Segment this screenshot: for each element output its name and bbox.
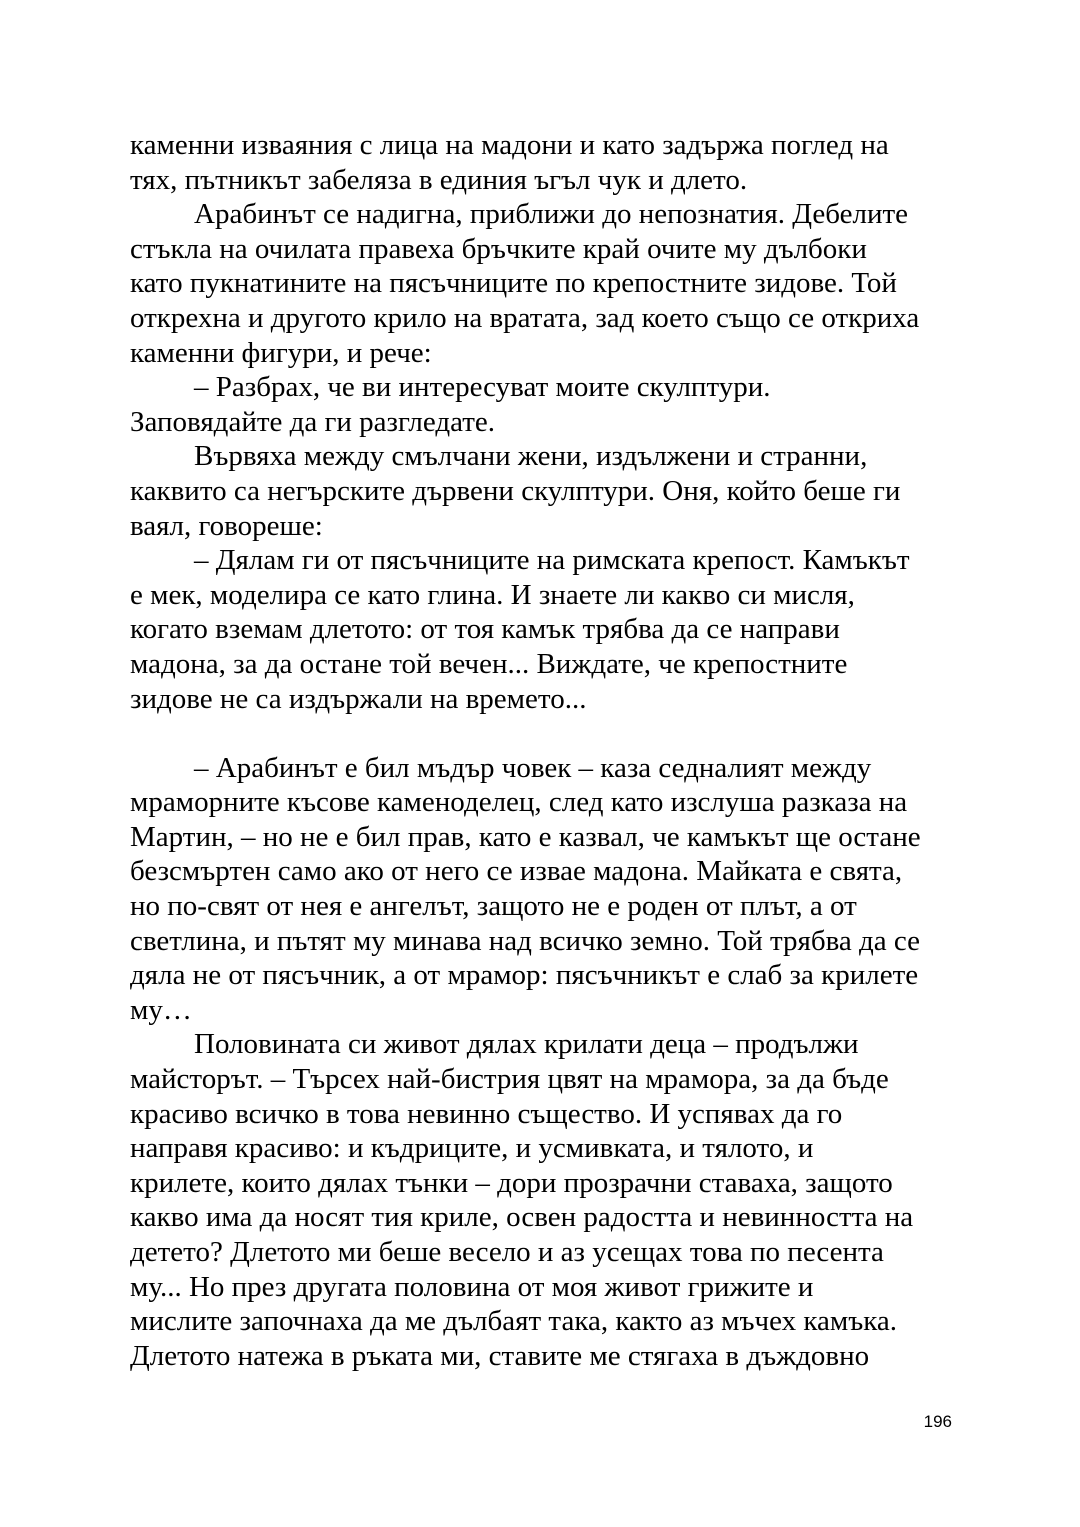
text-line: мислите започнаха да ме дълбаят така, както аз мъчех камъка.	[130, 1305, 897, 1338]
text-line: крилете, които дялах тънки – дори прозрачни ставаха, защото	[130, 1166, 893, 1199]
blank-line	[130, 716, 960, 751]
text-line: зидове не са издържали на времето...	[130, 682, 587, 715]
page-number: 196	[923, 1412, 952, 1431]
text-line: му…	[130, 993, 192, 1026]
text-line: направя красиво: и къдриците, и усмивката, и тялото, и	[130, 1132, 814, 1165]
text-line: е мек, моделира се като глина. И знаете ли какво си мисля,	[130, 578, 855, 611]
text-line: безсмъртен само ако от него се изваe мадона. Майката е свята,	[130, 855, 903, 888]
text-line: – Разбрах, че ви интересуват моите скулптури.	[194, 371, 771, 404]
text-line: открехна и другото крило на вратата, зад което също се откриха	[130, 301, 920, 334]
text-line: дяла не от пясъчник, а от мрамор: пясъчникът е слаб за крилете	[130, 959, 919, 992]
text-line: майсторът. – Търсех най-бистрия цвят на мрамора, за да бъде	[130, 1063, 889, 1096]
text-line: мадона, за да остане той вечен... Виждате, че крепостните	[130, 647, 848, 680]
text-line: Длетото натежа в ръката ми, ставите ме стягаха в дъждовно	[130, 1339, 870, 1372]
text-line: му... Но през другата половина от моя живот грижите и	[130, 1270, 814, 1303]
text-line: но по-свят от нея е ангелът, защото не е роден от плът, а от	[130, 890, 857, 923]
text-line: красиво всичко в това невинно същество. И успявах да го	[130, 1097, 843, 1130]
text-line: Половината си живот дялах крилати деца – продължи	[194, 1028, 859, 1061]
text-line: стъкла на очилата правеха бръчките край очите му дълбоки	[130, 232, 867, 265]
text-line: Вървяха между смълчани жени, издължени и странни,	[194, 440, 868, 473]
text-line: мраморните късове каменоделец, след като изслуша разказа на	[130, 786, 908, 819]
text-line: Заповядайте да ги разгледате.	[130, 405, 496, 438]
text-line: какво има да носят тия криле, освен радостта и невинността на	[130, 1201, 914, 1234]
text-line: ваял, говореше:	[130, 509, 323, 542]
text-line: – Арабинът е бил мъдър човек – каза седналият между	[194, 751, 872, 784]
text-line: светлина, и пътят му минава над всичко земно. Той трябва да се	[130, 924, 921, 957]
text-line: когато вземам длетото: от тоя камък трябва да се направи	[130, 613, 840, 646]
text-line: Мартин, – но не е бил прав, като е казвал, че камъкът ще остане	[130, 820, 921, 853]
text-line: като пукнатините на пясъчниците по крепостните зидове. Той	[130, 267, 897, 300]
text-line: каменни фигури, и рече:	[130, 336, 432, 369]
text-line: тях, пътникът забеляза в единия ъгъл чук и длето.	[130, 163, 748, 196]
text-line: – Дялам ги от пясъчниците на римската крепост. Камъкът	[194, 544, 910, 577]
text-line: каменни изваяния с лица на мадони и като задържа поглед на	[130, 129, 889, 161]
body-text	[130, 128, 960, 1373]
text-line: каквито са негърските дървени скулптури. Оня, който беше ги	[130, 474, 901, 507]
text-line: детето? Длетото ми беше весело и аз усещах това по песента	[130, 1236, 884, 1268]
text-line: Арабинът се надигна, приближи до непознатия. Дебелите	[194, 198, 909, 231]
